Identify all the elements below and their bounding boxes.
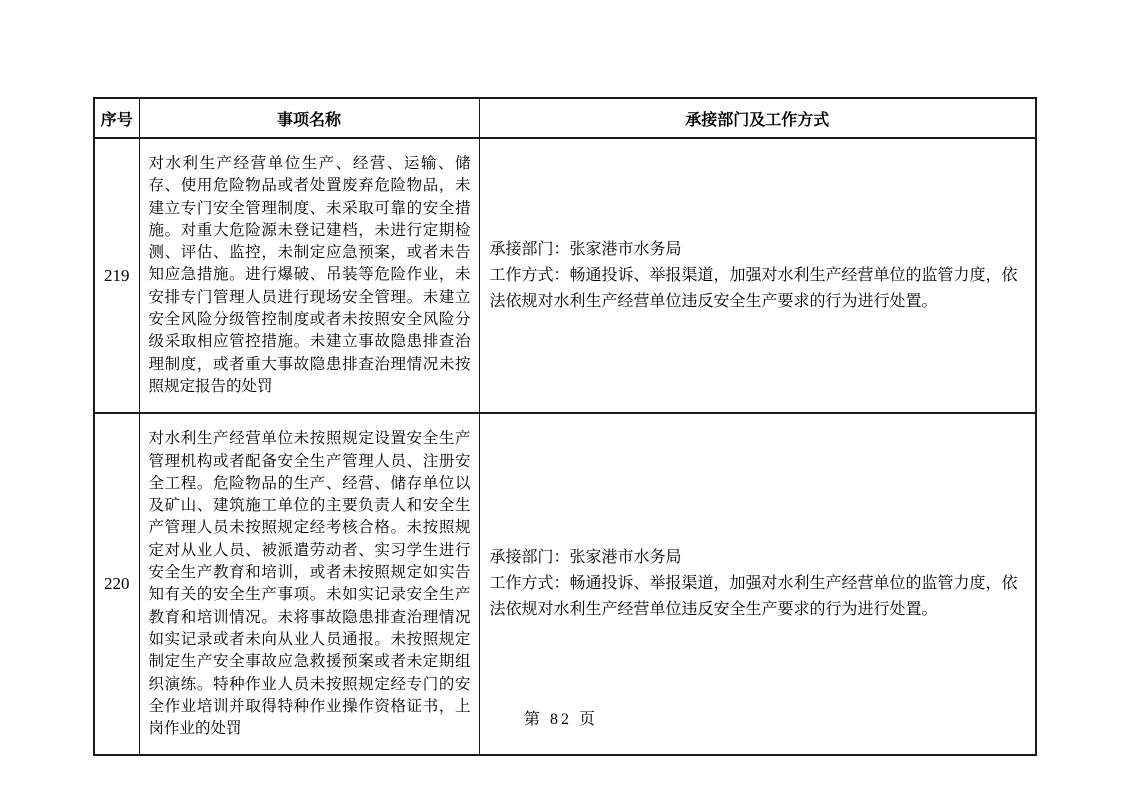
work-method-line: 工作方式：畅通投诉、举报渠道，加强对水利生产经营单位的监管力度，依法依规对水利生产经营单位违反安全生产要求的行为进行处置。	[489, 266, 1018, 310]
item-name-text: 对水利生产经营单位生产、经营、运输、储存、使用危险物品或者处置废弃危险物品，未建立专门安全管理制度、未采取可靠的安全措施。对重大危险源未登记建档，未进行定期检测、评估、监控，未制定应急预案，或者未告知应急措施。进行爆破、吊装等危险作业，未安排专门管理人员进行现场安全管理。未建立安全风险分级管控制度或者未按照安全风险分级采取相应管控措施。未建立事故隐患排查治理制度，或者重大事故隐患排查治理情况未按照规定报告的处罚	[139, 138, 479, 413]
header-department-method: 承接部门及工作方式	[479, 98, 1036, 138]
work-method-line: 工作方式：畅通投诉、举报渠道，加强对水利生产经营单位的监管力度，依法依规对水利生产经营单位违反安全生产要求的行为进行处置。	[489, 575, 1018, 619]
page-number: 第 82 页	[523, 711, 598, 728]
department-line: 承接部门：张家港市水务局	[489, 549, 682, 567]
table-row	[94, 138, 1036, 413]
serial-number: 219	[94, 138, 139, 413]
header-item-name: 事项名称	[139, 98, 479, 138]
item-name-text: 对水利生产经营单位未按照规定设置安全生产管理机构或者配备安全生产管理人员、注册安全工程。危险物品的生产、经营、储存单位以及矿山、建筑施工单位的主要负责人和安全生产管理人员未按照规定经考核合格。未按照规定对从业人员、被派遣劳动者、实习学生进行安全生产教育和培训，或者未按照规定如实告知有关的安全生产事项。未如实记录安全生产教育和培训情况。未将事故隐患排查治理情况如实记录或者未向从业人员通报。未按照规定制定生产安全事故应急救援预案或者未定期组织演练。特种作业人员未按照规定经专门的安全作业培训并取得特种作业操作资格证书，上岗作业的处罚	[139, 413, 479, 755]
department-line: 承接部门：张家港市水务局	[489, 240, 682, 258]
department-method-cell	[479, 413, 1036, 755]
table-row	[94, 413, 1036, 755]
matters-table	[93, 97, 1037, 756]
department-method-cell	[479, 138, 1036, 413]
table-header-row	[94, 98, 1036, 138]
serial-number: 220	[94, 413, 139, 755]
header-serial-number: 序号	[94, 98, 139, 138]
